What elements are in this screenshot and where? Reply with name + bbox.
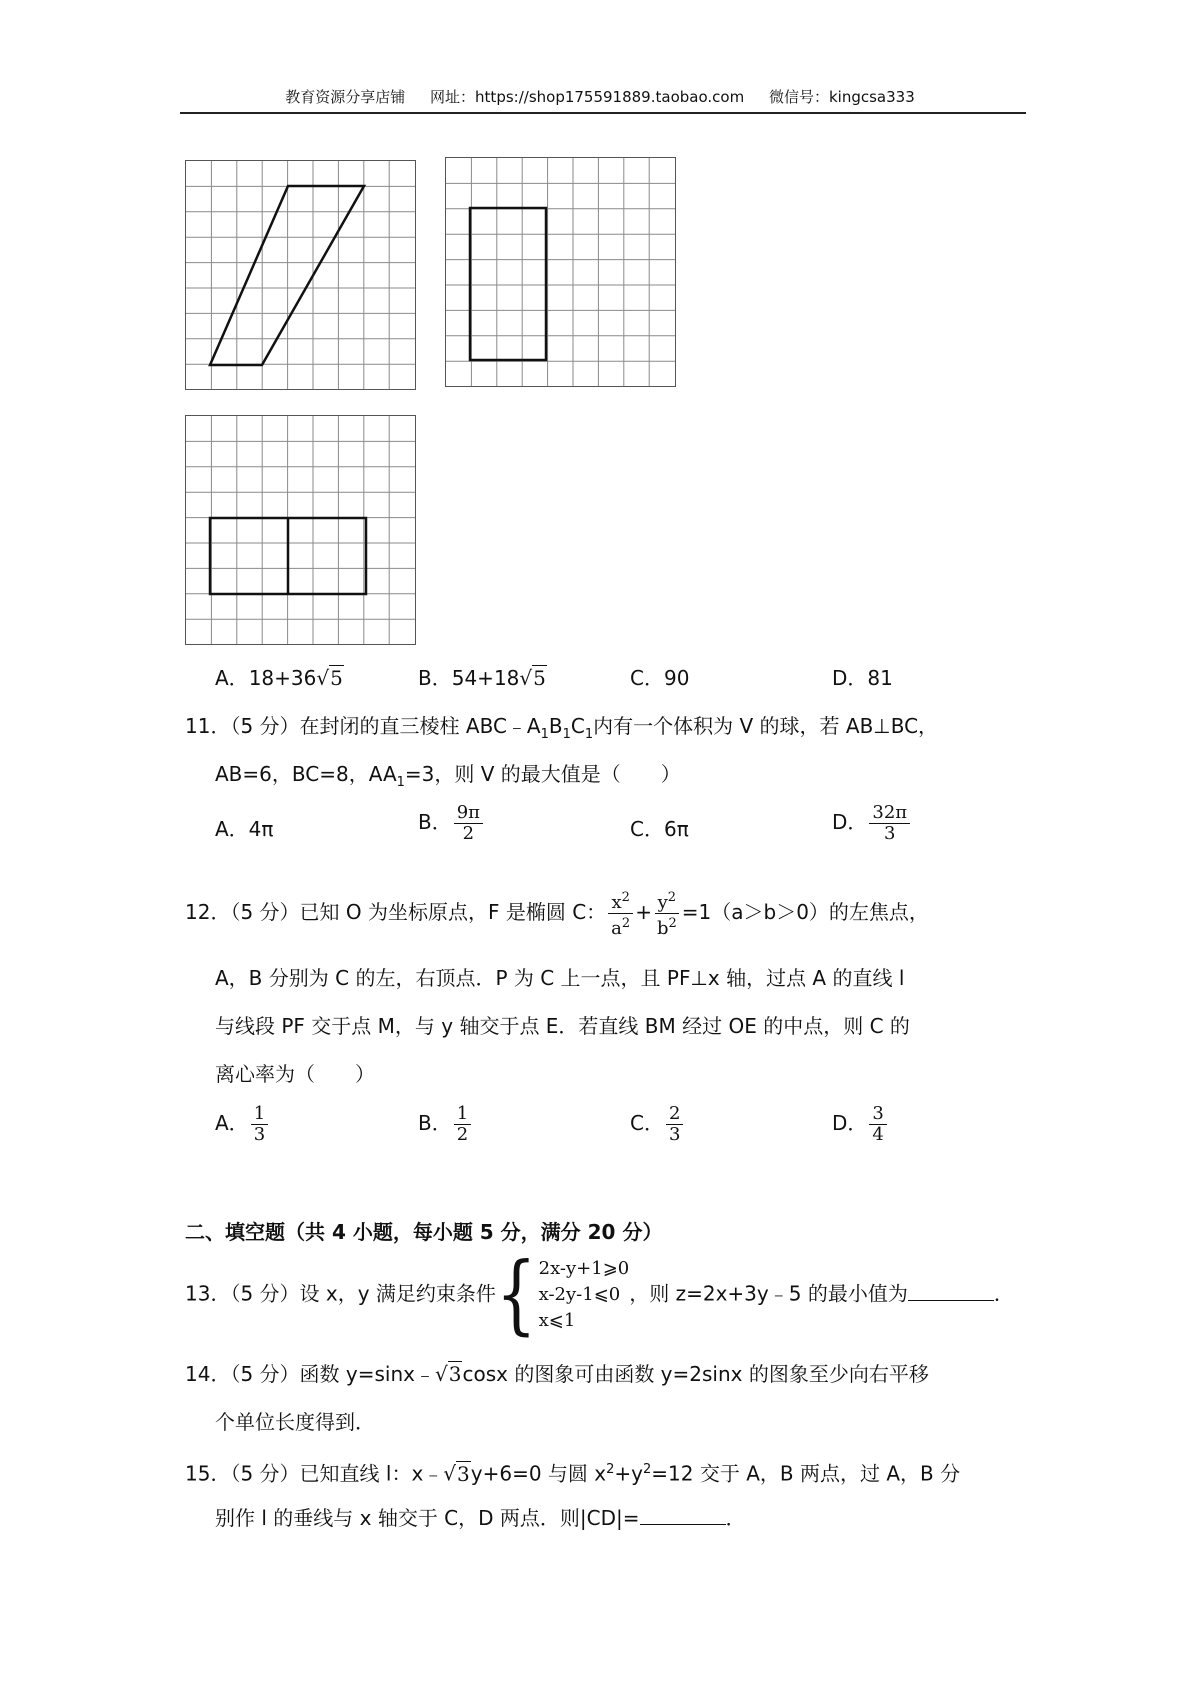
q10-option-b: B．54+18√5 (418, 666, 546, 690)
q12-option-a: A． $\frac{1}{3}$ (215, 1104, 270, 1145)
q10-option-c: C．90 (630, 666, 690, 690)
q12-line-3: 与线段 PF 交于点 M，与 y 轴交于点 E．若直线 BM 经过 OE 的中点，则 C 的 (215, 1014, 910, 1038)
q11-line-1: 11．（5 分）在封闭的直三棱柱 $ABC﹣A_1B_1C_1$内有一个体积为 V 的球，若 AB⊥BC， (185, 714, 939, 742)
section-2-title: 二、填空题（共 4 小题，每小题 5 分，满分 20 分） (185, 1220, 663, 1244)
q15-answer-blank[interactable] (640, 1504, 726, 1525)
q12-line-4: 离心率为（ ） (215, 1062, 375, 1086)
q11-option-d: D． $\frac{32\pi}{3}$ (832, 803, 912, 844)
q15-line-2: 别作 l 的垂线与 x 轴交于 C，D 两点．则|CD|= ． (215, 1506, 746, 1530)
q15-line-1: 15．（5 分）已知直线 l：x﹣√3y+6=0 与圆 $x^2+y^2=12$ 交于 A，B 两点，过 A，B 分 (185, 1461, 961, 1486)
header-url: 网址：https://shop175591889.taobao.com (430, 88, 745, 106)
q12-line-1: 12．（5 分）已知 O 为坐标原点，F 是椭圆 C： $\frac{x^2}{a^2}$ + $\frac{y^2}{b^2}$ =1（a＞b＞0）的左焦点， (185, 890, 929, 939)
top-view-grid (186, 416, 415, 644)
q12-line-2: A，B 分别为 C 的左，右顶点．P 为 C 上一点，且 PF⊥x 轴，过点 A 的直线 l (215, 966, 905, 990)
q13-answer-blank[interactable] (908, 1280, 994, 1301)
q14-line-1: 14．（5 分）函数 y=sinx﹣√3cosx 的图象可由函数 y=2sinx 的图象至少向右平移 (185, 1362, 929, 1386)
header-wechat: 微信号：kingcsa333 (768, 88, 915, 106)
parallelogram-shape (210, 186, 364, 365)
top-view-figure (185, 415, 416, 645)
q11-option-b: B． $\frac{9\pi}{2}$ (418, 803, 485, 844)
header-rule (180, 112, 1026, 114)
q14-line-2: 个单位长度得到． (215, 1410, 375, 1434)
header-shop: 教育资源分享店铺 (285, 88, 406, 106)
q10-option-d: D．81 (832, 666, 893, 690)
side-view-grid (446, 158, 675, 386)
rectangle-shape (470, 208, 546, 360)
q11-line-2: AB=6，BC=8，$AA_1=3$，则 V 的最大值是（ ） (215, 762, 681, 790)
side-view-figure (445, 157, 676, 387)
q11-option-c: C．6π (630, 817, 689, 841)
front-view-grid (186, 161, 415, 389)
q10-option-a: A．18+36√5 (215, 666, 343, 690)
q12-option-c: C． $\frac{2}{3}$ (630, 1104, 685, 1145)
q12-option-b: B． $\frac{1}{2}$ (418, 1104, 473, 1145)
q13-constraint-system: { 2x-y+1⩾0 x-2y-1⩽0 x⩽1 (495, 1245, 630, 1345)
q13-line: 13．（5 分）设 x，y 满足约束条件 { 2x-y+1⩾0 x-2y-1⩽0 x⩽1 ，则 z=2x+3y﹣5 的最小值为 ． (185, 1245, 1014, 1345)
q11-option-a: A．4π (215, 817, 274, 841)
front-view-figure (185, 160, 416, 390)
page-header (0, 86, 1200, 107)
q12-option-d: D． $\frac{3}{4}$ (832, 1104, 889, 1145)
